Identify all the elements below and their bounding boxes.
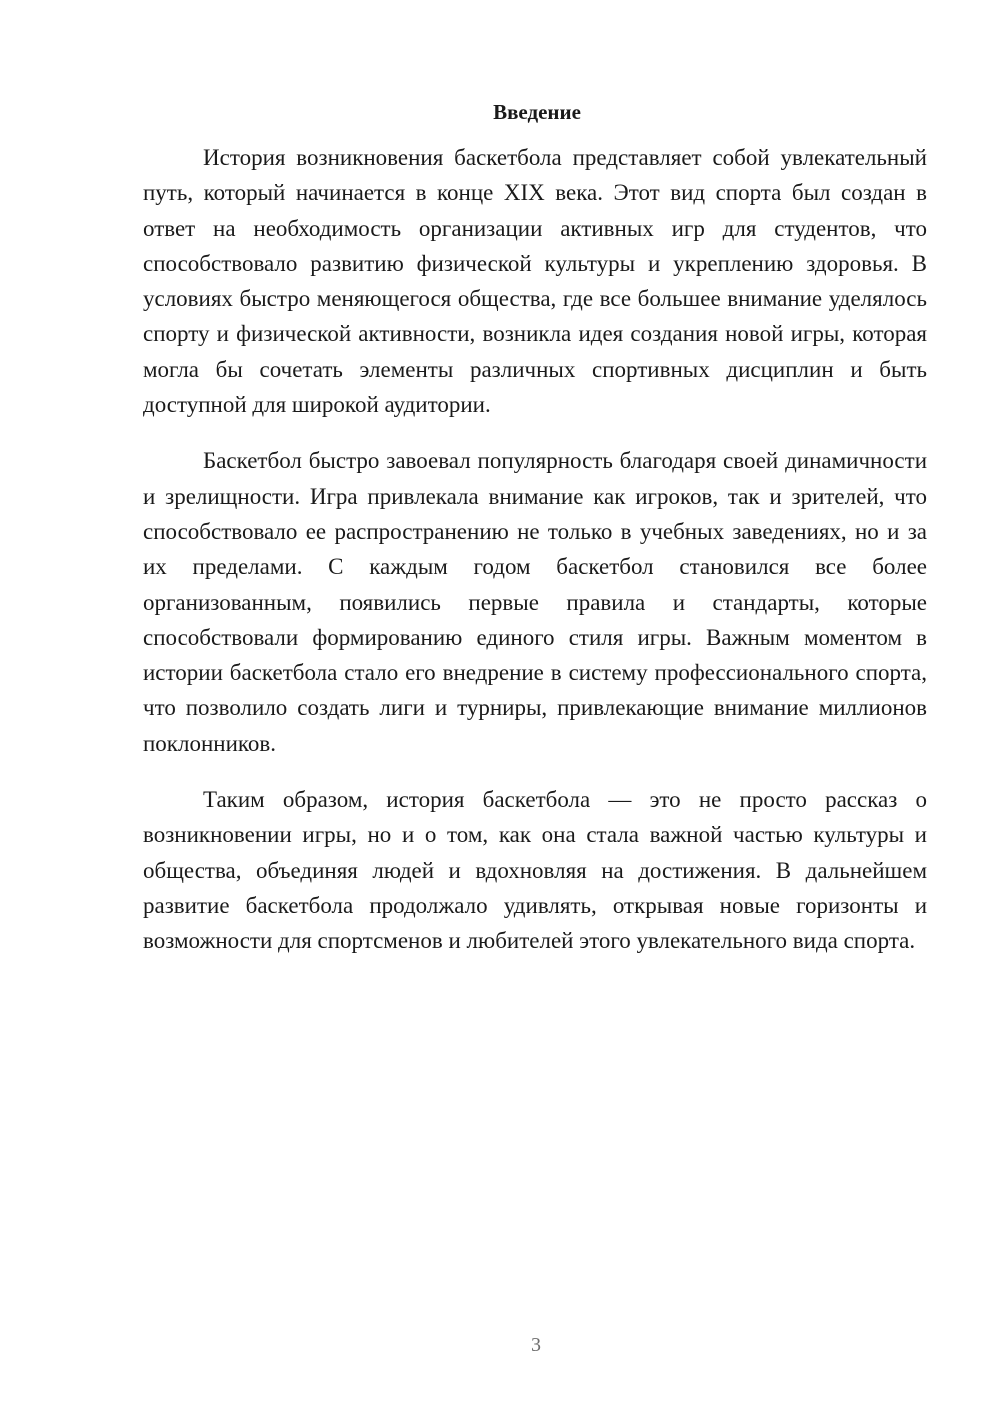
paragraph-1: История возникновения баскетбола представляет собой увлекательный путь, который начинается в конце XIX века. Этот вид спорта был создан в ответ на необходимость организации активных игр для студентов, что способствовало развитию физической культуры и укреплению здоровья. В условиях быстро меняющегося общества, где все большее внимание уделялось спорту и физической активности, возникла идея создания новой игры, которая могла бы сочетать элементы различных спортивных дисциплин и быть доступной для широкой аудитории. bbox=[143, 145, 927, 418]
document-body bbox=[143, 97, 927, 959]
page-number: 3 bbox=[531, 1334, 541, 1356]
paragraph-3: Таким образом, история баскетбола — это не просто рассказ о возникновении игры, но и о том, как она стала важной частью культуры и общества, объединяя людей и вдохновляя на достижения. В дальнейшем развитие баскетбола продолжало удивлять, открывая новые горизонты и возможности для спортсменов и любителей этого увлекательного вида спорта. bbox=[143, 787, 927, 954]
section-title: Введение bbox=[493, 100, 581, 124]
paragraph-2: Баскетбол быстро завоевал популярность благодаря своей динамичности и зрелищности. Игра привлекала внимание как игроков, так и зрителей, что способствовало ее распространению не только в учебных заведениях, но и за их пределами. С каждым годом баскетбол становился все более организованным, появились первые правила и стандарты, которые способствовали формированию единого стиля игры. Важным моментом в истории баскетбола стало его внедрение в систему профессионального спорта, что позволило создать лиги и турниры, привлекающие внимание миллионов поклонников. bbox=[143, 448, 927, 756]
